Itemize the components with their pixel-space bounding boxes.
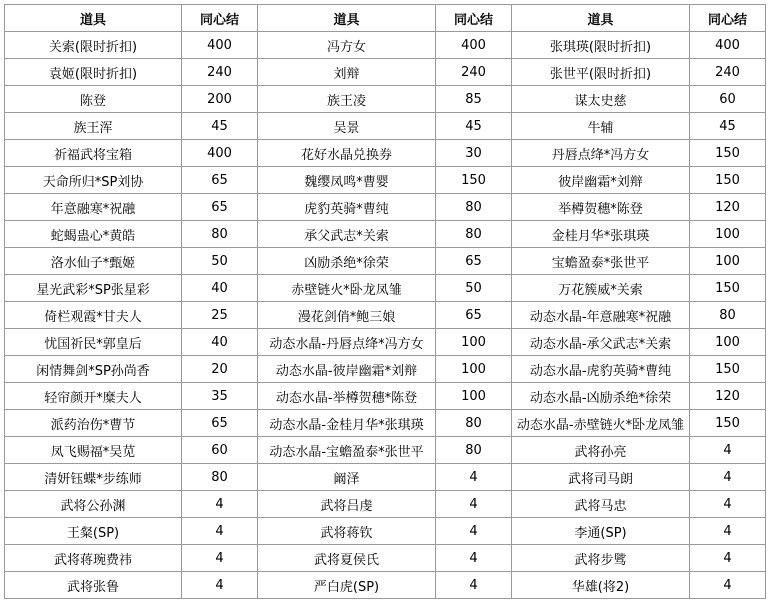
item-name-cell: 举樽贺穗*陈登 xyxy=(512,194,690,221)
cost-cell: 120 xyxy=(690,194,766,221)
cost-cell: 40 xyxy=(182,329,258,356)
cost-cell: 400 xyxy=(182,140,258,167)
cost-cell: 4 xyxy=(690,518,766,545)
cost-cell: 400 xyxy=(690,32,766,59)
item-name-cell: 刘辩 xyxy=(258,59,436,86)
item-name-cell: 彼岸幽霜*刘辩 xyxy=(512,167,690,194)
item-name-cell: 动态水晶-金桂月华*张琪瑛 xyxy=(258,410,436,437)
cost-cell: 4 xyxy=(182,491,258,518)
item-name-cell: 冯方女 xyxy=(258,32,436,59)
exchange-table-container xyxy=(4,4,766,599)
item-name-cell: 关索(限时折扣) xyxy=(5,32,182,59)
item-name-cell: 张世平(限时折扣) xyxy=(512,59,690,86)
item-name-cell: 李通(SP) xyxy=(512,518,690,545)
cost-cell: 85 xyxy=(436,86,512,113)
item-name-cell: 严白虎(SP) xyxy=(258,572,436,599)
header-cost-col-1: 同心结 xyxy=(182,5,258,32)
item-name-cell: 年意融寒*祝融 xyxy=(5,194,182,221)
cost-cell: 60 xyxy=(690,86,766,113)
item-name-cell: 张琪瑛(限时折扣) xyxy=(512,32,690,59)
table-row xyxy=(5,59,766,86)
table-row xyxy=(5,86,766,113)
item-name-cell: 宝蟾盈泰*张世平 xyxy=(512,248,690,275)
item-name-cell: 清妍钰蝶*步练师 xyxy=(5,464,182,491)
item-name-cell: 华雄(将2) xyxy=(512,572,690,599)
cost-cell: 4 xyxy=(690,437,766,464)
cost-cell: 150 xyxy=(436,167,512,194)
table-row xyxy=(5,167,766,194)
cost-cell: 4 xyxy=(690,545,766,572)
item-name-cell: 武将夏侯氏 xyxy=(258,545,436,572)
cost-cell: 80 xyxy=(436,437,512,464)
cost-cell: 100 xyxy=(690,329,766,356)
item-name-cell: 洛水仙子*甄姬 xyxy=(5,248,182,275)
cost-cell: 45 xyxy=(690,113,766,140)
cost-cell: 80 xyxy=(436,410,512,437)
cost-cell: 4 xyxy=(690,491,766,518)
cost-cell: 100 xyxy=(690,221,766,248)
item-name-cell: 轻帘颜开*糜夫人 xyxy=(5,383,182,410)
cost-cell: 40 xyxy=(182,275,258,302)
item-name-cell: 万花簇威*关索 xyxy=(512,275,690,302)
item-name-cell: 吴景 xyxy=(258,113,436,140)
table-row xyxy=(5,32,766,59)
header-cost-col-3: 同心结 xyxy=(690,5,766,32)
item-name-cell: 族王浑 xyxy=(5,113,182,140)
cost-cell: 4 xyxy=(436,491,512,518)
cost-cell: 4 xyxy=(690,572,766,599)
table-row xyxy=(5,491,766,518)
table-row xyxy=(5,545,766,572)
cost-cell: 80 xyxy=(690,302,766,329)
cost-cell: 400 xyxy=(436,32,512,59)
table-header-row xyxy=(5,5,766,32)
cost-cell: 65 xyxy=(182,194,258,221)
cost-cell: 4 xyxy=(436,464,512,491)
table-row xyxy=(5,410,766,437)
table-row xyxy=(5,302,766,329)
item-name-cell: 动态水晶-年意融寒*祝融 xyxy=(512,302,690,329)
table-row xyxy=(5,275,766,302)
table-row xyxy=(5,356,766,383)
cost-cell: 80 xyxy=(436,221,512,248)
table-row xyxy=(5,437,766,464)
item-name-cell: 族王凌 xyxy=(258,86,436,113)
table-row xyxy=(5,194,766,221)
cost-cell: 4 xyxy=(182,545,258,572)
cost-cell: 150 xyxy=(690,167,766,194)
cost-cell: 400 xyxy=(182,32,258,59)
cost-cell: 65 xyxy=(436,248,512,275)
cost-cell: 240 xyxy=(690,59,766,86)
cost-cell: 30 xyxy=(436,140,512,167)
cost-cell: 65 xyxy=(182,410,258,437)
table-row xyxy=(5,140,766,167)
item-name-cell: 漫花剑俏*鲍三娘 xyxy=(258,302,436,329)
table-row xyxy=(5,518,766,545)
item-name-cell: 凶励杀绝*徐荣 xyxy=(258,248,436,275)
table-row xyxy=(5,383,766,410)
header-item-col-2: 道具 xyxy=(258,5,436,32)
item-name-cell: 武将蒋琬费祎 xyxy=(5,545,182,572)
cost-cell: 60 xyxy=(182,437,258,464)
item-name-cell: 赤壁链火*卧龙凤雏 xyxy=(258,275,436,302)
cost-cell: 65 xyxy=(182,167,258,194)
item-name-cell: 武将司马朗 xyxy=(512,464,690,491)
item-name-cell: 动态水晶-赤壁链火*卧龙凤雏 xyxy=(512,410,690,437)
cost-cell: 4 xyxy=(436,572,512,599)
cost-cell: 150 xyxy=(690,410,766,437)
item-name-cell: 动态水晶-凶励杀绝*徐荣 xyxy=(512,383,690,410)
cost-cell: 25 xyxy=(182,302,258,329)
item-name-cell: 武将蒋钦 xyxy=(258,518,436,545)
cost-cell: 200 xyxy=(182,86,258,113)
item-name-cell: 王粲(SP) xyxy=(5,518,182,545)
header-item-col-1: 道具 xyxy=(5,5,182,32)
cost-cell: 100 xyxy=(690,248,766,275)
item-name-cell: 阚泽 xyxy=(258,464,436,491)
cost-cell: 45 xyxy=(182,113,258,140)
item-name-cell: 武将张鲁 xyxy=(5,572,182,599)
exchange-table xyxy=(4,4,766,599)
item-name-cell: 忧国祈民*郭皇后 xyxy=(5,329,182,356)
cost-cell: 80 xyxy=(436,194,512,221)
cost-cell: 80 xyxy=(182,464,258,491)
cost-cell: 20 xyxy=(182,356,258,383)
item-name-cell: 花好水晶兑换券 xyxy=(258,140,436,167)
item-name-cell: 谋太史慈 xyxy=(512,86,690,113)
item-name-cell: 武将公孙渊 xyxy=(5,491,182,518)
cost-cell: 50 xyxy=(182,248,258,275)
cost-cell: 80 xyxy=(182,221,258,248)
item-name-cell: 承父武志*关索 xyxy=(258,221,436,248)
table-row xyxy=(5,572,766,599)
item-name-cell: 动态水晶-虎豹英骑*曹纯 xyxy=(512,356,690,383)
item-name-cell: 武将马忠 xyxy=(512,491,690,518)
cost-cell: 100 xyxy=(436,383,512,410)
item-name-cell: 祈福武将宝箱 xyxy=(5,140,182,167)
cost-cell: 4 xyxy=(182,572,258,599)
item-name-cell: 魏缨凤鸣*曹婴 xyxy=(258,167,436,194)
item-name-cell: 袁姬(限时折扣) xyxy=(5,59,182,86)
cost-cell: 150 xyxy=(690,275,766,302)
table-row xyxy=(5,329,766,356)
item-name-cell: 动态水晶-宝蟾盈泰*张世平 xyxy=(258,437,436,464)
item-name-cell: 陈登 xyxy=(5,86,182,113)
header-item-col-3: 道具 xyxy=(512,5,690,32)
item-name-cell: 天命所归*SP刘协 xyxy=(5,167,182,194)
item-name-cell: 闲情舞剑*SP孙尚香 xyxy=(5,356,182,383)
cost-cell: 45 xyxy=(436,113,512,140)
item-name-cell: 武将步骘 xyxy=(512,545,690,572)
item-name-cell: 金桂月华*张琪瑛 xyxy=(512,221,690,248)
item-name-cell: 蛇蝎蛊心*黄皓 xyxy=(5,221,182,248)
cost-cell: 150 xyxy=(690,140,766,167)
item-name-cell: 动态水晶-承父武志*关索 xyxy=(512,329,690,356)
item-name-cell: 倚栏观霞*甘夫人 xyxy=(5,302,182,329)
cost-cell: 240 xyxy=(182,59,258,86)
cost-cell: 4 xyxy=(436,518,512,545)
table-row xyxy=(5,248,766,275)
cost-cell: 4 xyxy=(436,545,512,572)
item-name-cell: 星光武彩*SP张星彩 xyxy=(5,275,182,302)
item-name-cell: 动态水晶-丹唇点绛*冯方女 xyxy=(258,329,436,356)
item-name-cell: 动态水晶-彼岸幽霜*刘辩 xyxy=(258,356,436,383)
cost-cell: 100 xyxy=(436,356,512,383)
item-name-cell: 牛辅 xyxy=(512,113,690,140)
item-name-cell: 丹唇点绛*冯方女 xyxy=(512,140,690,167)
table-row xyxy=(5,464,766,491)
cost-cell: 120 xyxy=(690,383,766,410)
item-name-cell: 派药治伤*曹节 xyxy=(5,410,182,437)
item-name-cell: 武将吕虔 xyxy=(258,491,436,518)
cost-cell: 240 xyxy=(436,59,512,86)
cost-cell: 4 xyxy=(182,518,258,545)
item-name-cell: 凤飞赐福*吴苋 xyxy=(5,437,182,464)
item-name-cell: 武将孙亮 xyxy=(512,437,690,464)
table-row xyxy=(5,221,766,248)
cost-cell: 150 xyxy=(690,356,766,383)
item-name-cell: 虎豹英骑*曹纯 xyxy=(258,194,436,221)
cost-cell: 35 xyxy=(182,383,258,410)
table-row xyxy=(5,113,766,140)
header-cost-col-2: 同心结 xyxy=(436,5,512,32)
cost-cell: 4 xyxy=(690,464,766,491)
item-name-cell: 动态水晶-举樽贺穗*陈登 xyxy=(258,383,436,410)
cost-cell: 100 xyxy=(436,329,512,356)
cost-cell: 50 xyxy=(436,275,512,302)
cost-cell: 65 xyxy=(436,302,512,329)
